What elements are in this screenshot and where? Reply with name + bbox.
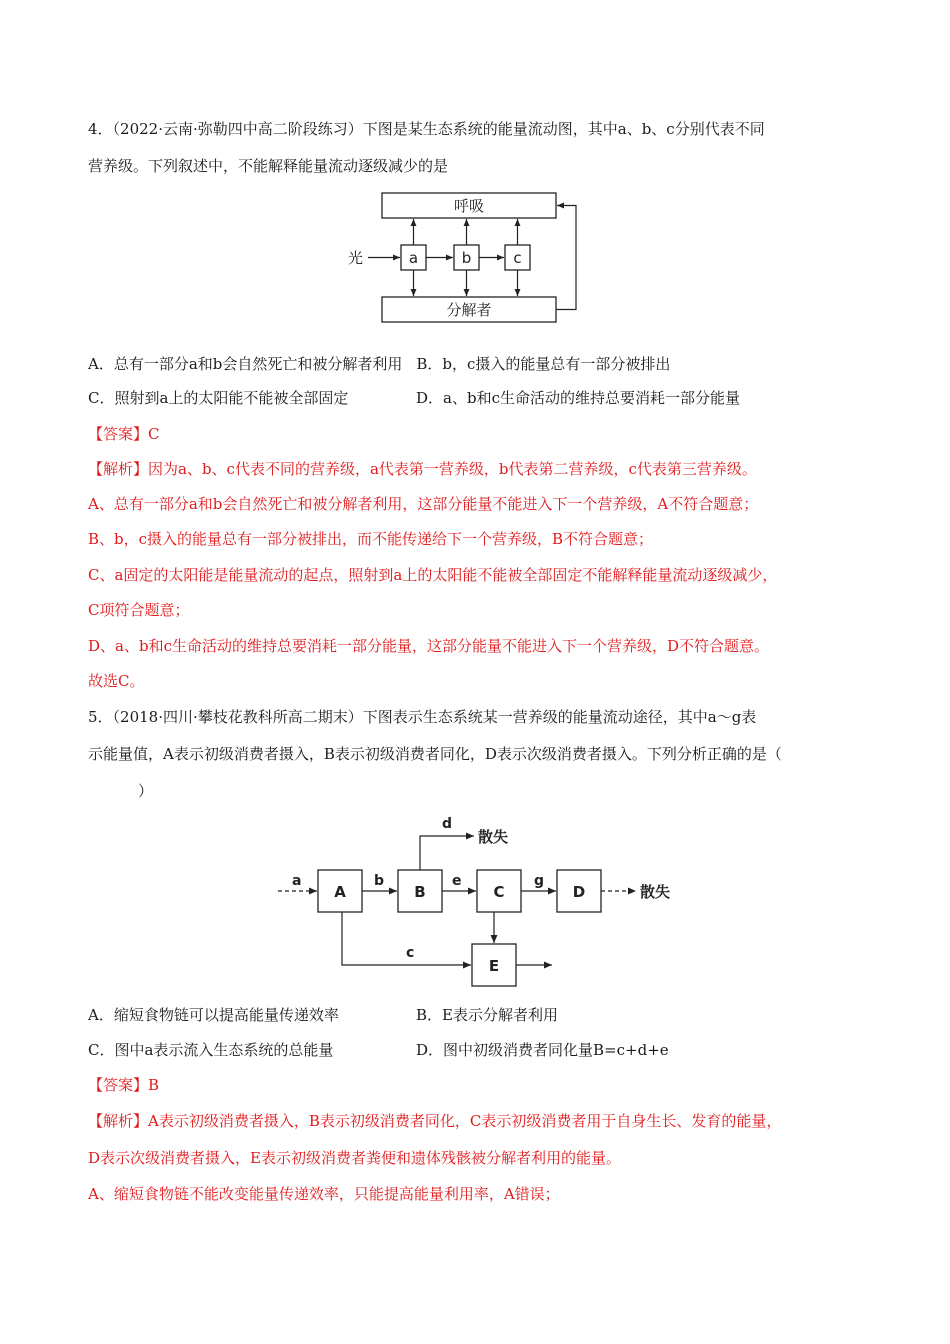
- q4-stem-line2: 营养级。下列叙述中，不能解释能量流动逐级减少的是: [88, 157, 449, 175]
- q4-analysis-line1: [88, 459, 757, 479]
- q5-stem-line3: ）: [138, 782, 154, 800]
- q4-options-row2: [88, 388, 740, 408]
- q5-stem-line1: 5．（2018·四川·攀枝花教科所高二期末）下图表示生态系统某一营养级的能量流动途径，其中a～g表: [88, 708, 757, 726]
- q5-loss2-label: 散失: [640, 883, 671, 901]
- q4-analysis-line4: C、a固定的太阳能是能量流动的起点，照射到a上的太阳能不能被全部固定不能解释能量流动逐级减少，: [88, 566, 778, 584]
- q5-label-b: b: [374, 873, 385, 889]
- q5-option-c: C．图中a表示流入生态系统的总能量: [88, 1041, 334, 1059]
- q4-option-a: A．总有一部分a和b会自然死亡和被分解者利用: [88, 355, 403, 373]
- q4-answer: [88, 424, 160, 444]
- q5-answer: [88, 1075, 159, 1095]
- q5-analysis-text: A表示初级消费者摄入，B表示初级消费者同化，C表示初级消费者用于自身生长、发育的能量，: [148, 1112, 782, 1130]
- q5-analysis-label: 【解析】: [88, 1112, 149, 1130]
- q4-analysis-line3: B、b，c摄入的能量总有一部分被排出，而不能传递给下一个营养级，B不符合题意；: [88, 530, 654, 548]
- q4-answer-label: 【答案】: [88, 425, 149, 443]
- q5-option-a: A．缩短食物链可以提高能量传递效率: [88, 1006, 339, 1024]
- q5-label-g: g: [534, 873, 545, 889]
- q4-option-b: B．b，c摄入的能量总有一部分被排出: [416, 355, 671, 373]
- q4-box-b-label: b: [461, 249, 472, 267]
- q4-analysis-text: 因为a、b、c代表不同的营养级，a代表第一营养级，b代表第二营养级，c代表第三营养级。: [148, 460, 757, 478]
- q4-analysis-line5: C项符合题意；: [88, 601, 190, 619]
- q5-stem-line2: 示能量值，A表示初级消费者摄入，B表示初级消费者同化，D表示次级消费者摄入。下列分析正确的是（: [88, 745, 782, 763]
- q5-options-row1: [88, 1005, 558, 1025]
- q4-light-label: 光: [348, 249, 364, 267]
- q5-analysis-line1: [88, 1111, 781, 1131]
- q5-option-d: D．图中初级消费者同化量B=c+d+e: [416, 1041, 669, 1059]
- q4-options-row1: [88, 354, 670, 374]
- q4-analysis-line6: D、a、b和c生命活动的维持总要消耗一部分能量，这部分能量不能进入下一个营养级，D不符合题意。: [88, 637, 770, 655]
- q5-answer-label: 【答案】: [88, 1076, 149, 1094]
- q5-box-C-label: C: [493, 883, 505, 901]
- q4-analysis-line7: 故选C。: [88, 672, 145, 690]
- q5-answer-value: B: [148, 1076, 160, 1094]
- q5-label-c: c: [406, 945, 415, 961]
- q4-decomposer-label: 分解者: [446, 301, 492, 319]
- q5-label-e: e: [452, 873, 462, 889]
- q5-loss1-label: 散失: [478, 828, 509, 846]
- q4-option-d: D．a、b和c生命活动的维持总要消耗一部分能量: [416, 389, 740, 407]
- q4-option-c: C．照射到a上的太阳能不能被全部固定: [88, 389, 349, 407]
- q5-box-E-label: E: [488, 957, 500, 975]
- q4-stem-line1: 4．（2022·云南·弥勒四中高二阶段练习）下图是某生态系统的能量流动图，其中a、b、c分别代表不同: [88, 120, 765, 138]
- q4-answer-value: C: [148, 425, 160, 443]
- q4-box-c-label: c: [513, 249, 522, 267]
- q5-box-D-label: D: [572, 883, 586, 901]
- q5-options-row2: [88, 1040, 669, 1060]
- q5-box-B-label: B: [414, 883, 426, 901]
- q5-label-d: d: [442, 816, 453, 832]
- q5-option-b: B．E表示分解者利用: [416, 1006, 558, 1024]
- q5-label-a: a: [292, 873, 302, 889]
- q4-analysis-label: 【解析】: [88, 460, 149, 478]
- q4-respiration-label: 呼吸: [453, 197, 485, 215]
- q4-box-a-label: a: [408, 249, 419, 267]
- q5-analysis-line2: D表示次级消费者摄入，E表示初级消费者粪便和遗体残骸被分解者利用的能量。: [88, 1149, 621, 1167]
- q5-box-A-label: A: [334, 883, 346, 901]
- q4-analysis-line2: A、总有一部分a和b会自然死亡和被分解者利用，这部分能量不能进入下一个营养级，A不符合题意；: [88, 495, 759, 513]
- q5-energy-path-diagram: [272, 812, 692, 992]
- q4-energy-flow-diagram: [340, 186, 590, 326]
- q5-analysis-line3: A、缩短食物链不能改变能量传递效率，只能提高能量利用率，A错误；: [88, 1185, 560, 1203]
